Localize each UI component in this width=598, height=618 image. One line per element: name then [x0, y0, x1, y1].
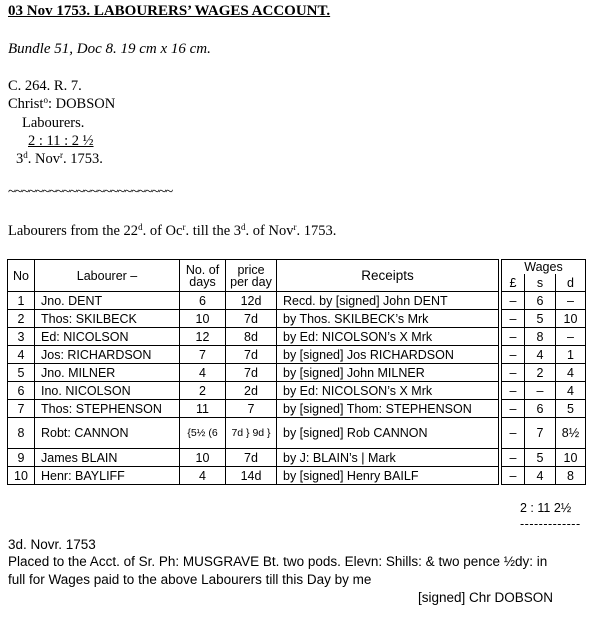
catalogue-number: C. 264. R. 7.	[8, 78, 82, 94]
price-per-day: 7d	[226, 364, 277, 382]
wage-pence: 10	[556, 449, 586, 467]
days-worked: 4	[180, 467, 226, 485]
wage-pounds: –	[502, 328, 525, 346]
header-wages: Wages	[502, 260, 586, 275]
price-per-day: 2d	[226, 382, 277, 400]
wage-pence: 4	[556, 382, 586, 400]
document-title: 03 Nov 1753. LABOURERS’ WAGES ACCOUNT.	[8, 3, 331, 19]
account-date: 3$^d$. Nov$^r$. 1753.	[16, 150, 103, 167]
footer-line-1: Placed to the Acct. of Sr. Ph: MUSGRAVE Bt. two pods. Elevn: Shills: & two pence ½dy: in	[8, 554, 548, 569]
days-worked: 12	[180, 328, 226, 346]
row-number: 3	[8, 328, 35, 346]
total-underline: -------------	[520, 517, 581, 531]
wage-pence: 10	[556, 310, 586, 328]
labourer-name: Thos: SKILBECK	[35, 310, 180, 328]
wage-shillings: 6	[525, 292, 556, 310]
table-row	[8, 364, 586, 382]
wage-pounds: –	[502, 346, 525, 364]
table-row	[8, 400, 586, 418]
wage-pence: –	[556, 292, 586, 310]
row-number: 8	[8, 418, 35, 449]
days-worked: 10	[180, 449, 226, 467]
labourer-name: Robt: CANNON	[35, 418, 180, 449]
price-per-day: 7d	[226, 346, 277, 364]
header-no: No	[8, 260, 35, 292]
header-pounds: £	[502, 274, 525, 292]
wage-pounds: –	[502, 382, 525, 400]
wage-shillings: 5	[525, 310, 556, 328]
receipt-text: by [signed] Thom: STEPHENSON	[277, 400, 499, 418]
row-number: 10	[8, 467, 35, 485]
days-worked: 4	[180, 364, 226, 382]
receipt-text: by [signed] Rob CANNON	[277, 418, 499, 449]
wage-pounds: –	[502, 449, 525, 467]
header-labourer: Labourer –	[35, 260, 180, 292]
days-worked: {5½ (6	[180, 418, 226, 449]
receipt-text: by Thos. SKILBECK’s Mrk	[277, 310, 499, 328]
days-worked: 10	[180, 310, 226, 328]
document-reference: Bundle 51, Doc 8. 19 cm x 16 cm.	[8, 41, 211, 57]
labourer-name: Ed: NICOLSON	[35, 328, 180, 346]
labourer-name: Jno. MILNER	[35, 364, 180, 382]
wage-shillings: –	[525, 382, 556, 400]
tilde-divider: ~~~~~~~~~~~~~~~~~~~~~~~~	[8, 184, 173, 200]
row-number: 2	[8, 310, 35, 328]
row-number: 7	[8, 400, 35, 418]
footer-date: 3d. Novr. 1753	[8, 537, 96, 552]
days-worked: 11	[180, 400, 226, 418]
row-number: 6	[8, 382, 35, 400]
labourers-heading: Labourers.	[22, 115, 85, 131]
table-row	[8, 328, 586, 346]
header-shillings: s	[525, 274, 556, 292]
wage-pounds: –	[502, 364, 525, 382]
wage-shillings: 4	[525, 346, 556, 364]
table-row	[8, 449, 586, 467]
table-row	[8, 346, 586, 364]
labourer-name: Thos: STEPHENSON	[35, 400, 180, 418]
price-per-day: 7d	[226, 449, 277, 467]
price-per-day: 7	[226, 400, 277, 418]
wage-pence: 5	[556, 400, 586, 418]
wage-shillings: 6	[525, 400, 556, 418]
wages-total: 2 : 11 2½	[520, 501, 572, 515]
wage-shillings: 8	[525, 328, 556, 346]
header-receipts: Receipts	[277, 260, 499, 292]
wage-pounds: –	[502, 467, 525, 485]
wage-shillings: 4	[525, 467, 556, 485]
price-per-day: 7d } 9d }	[226, 418, 277, 449]
wage-pence: 1	[556, 346, 586, 364]
price-per-day: 14d	[226, 467, 277, 485]
receipt-text: Recd. by [signed] John DENT	[277, 292, 499, 310]
row-number: 5	[8, 364, 35, 382]
wage-shillings: 2	[525, 364, 556, 382]
receipt-text: by [signed] John MILNER	[277, 364, 499, 382]
row-number: 9	[8, 449, 35, 467]
labourer-name: Jos: RICHARDSON	[35, 346, 180, 364]
intro-line: Labourers from the 22$^d$. of Oc$^r$. till the 3$^d$. of Nov$^r$. 1753.	[8, 222, 337, 239]
receipt-text: by Ed: NICOLSON’s X Mrk	[277, 382, 499, 400]
table-row	[8, 382, 586, 400]
header-days: No. of days	[180, 260, 226, 292]
table-row	[8, 467, 586, 485]
receipt-text: by Ed: NICOLSON’s X Mrk	[277, 328, 499, 346]
total-amount: 2 : 11 : 2 ½	[28, 133, 94, 149]
wage-pounds: –	[502, 310, 525, 328]
row-number: 4	[8, 346, 35, 364]
wage-pence: 8	[556, 467, 586, 485]
price-per-day: 8d	[226, 328, 277, 346]
table-row	[8, 292, 586, 310]
receipt-text: by [signed] Jos RICHARDSON	[277, 346, 499, 364]
footer-signature: [signed] Chr DOBSON	[418, 590, 554, 605]
footer-line-2: full for Wages paid to the above Labourers till this Day by me	[8, 572, 372, 587]
labourer-name: Henr: BAYLIFF	[35, 467, 180, 485]
days-worked: 7	[180, 346, 226, 364]
wage-pounds: –	[502, 418, 525, 449]
labourer-name: Jno. DENT	[35, 292, 180, 310]
header-price: price per day	[226, 260, 277, 292]
receipt-text: by [signed] Henry BAILF	[277, 467, 499, 485]
receipt-text: by J: BLAIN’s | Mark	[277, 449, 499, 467]
wage-pence: 4	[556, 364, 586, 382]
wage-pence: –	[556, 328, 586, 346]
wage-pounds: –	[502, 292, 525, 310]
price-per-day: 7d	[226, 310, 277, 328]
days-worked: 6	[180, 292, 226, 310]
table-row	[8, 418, 586, 449]
labourer-name: James BLAIN	[35, 449, 180, 467]
wages-table	[7, 259, 586, 485]
row-number: 1	[8, 292, 35, 310]
wage-shillings: 5	[525, 449, 556, 467]
wage-pence: 8½	[556, 418, 586, 449]
days-worked: 2	[180, 382, 226, 400]
price-per-day: 12d	[226, 292, 277, 310]
wage-shillings: 7	[525, 418, 556, 449]
account-holder: Christ$^o$: DOBSON	[8, 95, 116, 112]
labourer-name: Ino. NICOLSON	[35, 382, 180, 400]
table-row	[8, 310, 586, 328]
header-pence: d	[556, 274, 586, 292]
wage-pounds: –	[502, 400, 525, 418]
